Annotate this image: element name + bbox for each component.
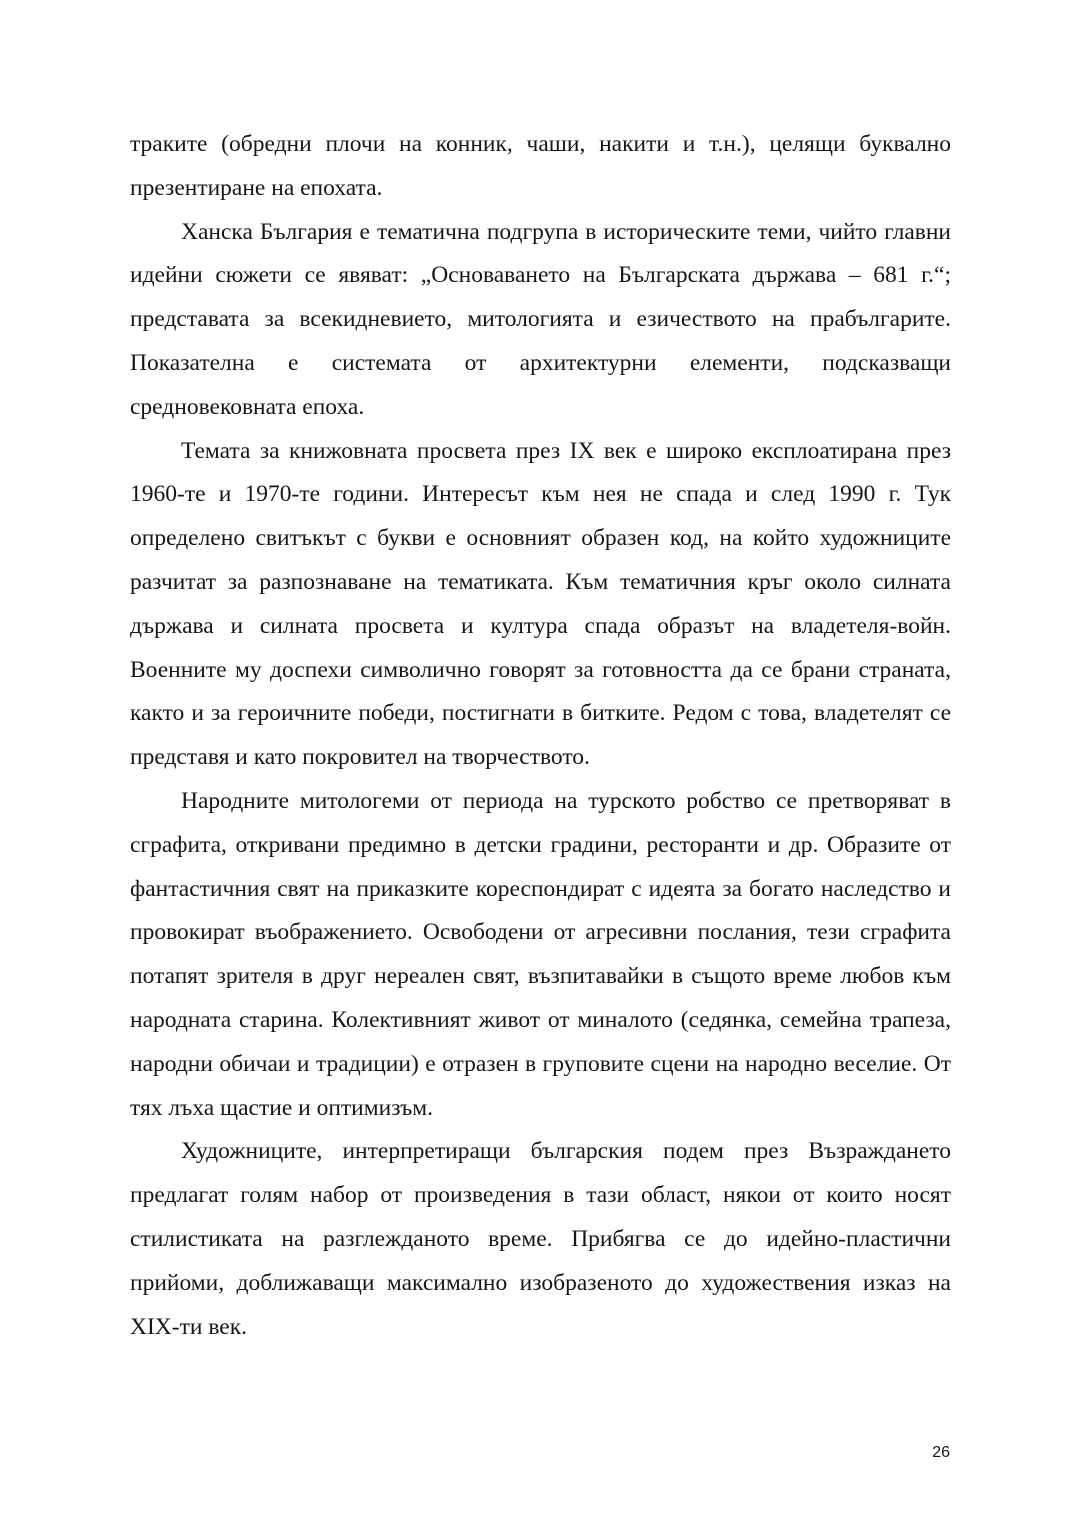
paragraph-continuation: траките (обредни плочи на конник, чаши, накити и т.н.), целящи буквално презентиране на епохата.	[130, 131, 951, 201]
paragraph-literary-enlightenment: Темата за книжовната просвета през IX век е широко експлоатирана през 1960-те и 1970-те години. Интересът към нея не спада и след 1990 г. Тук определено свитъкът с букви е основният образен код, на който художниците разчитат за разпознаване на тематиката. Към тематичния кръг около силната държава и силната просвета и култура спада образът на владетеля-войн. Военните му доспехи символично говорят за готовността да се брани страната, както и за героичните победи, постигнати в битките. Редом с това, владетелят се представя и като покровител на творчеството.	[130, 437, 951, 771]
page-number: 26	[932, 1444, 950, 1461]
paragraph-revival: Художниците, интерпретиращи българския подем през Възраждането предлагат голям набор от произведения в тази област, някои от които носят стилистиката на разглежданото време. Прибягва се до идейно-пластични прийоми, доближаващи максимално изобразеното до художествения изказ на XIX-ти век.	[130, 1138, 951, 1340]
paragraph-khan-bulgaria: Ханска България е тематична подгрупа в историческите теми, чийто главни идейни сюжети се явяват: „Основаването на Българската държава – 681 г.“; представата за всекидневието, митологията и езичеството на прабългарите. Показателна е системата от архитектурни елементи, подсказващи средновековната епоха.	[130, 218, 951, 420]
paragraph-folk-mythologems: Народните митологеми от периода на турското робство се претворяват в сграфита, откривани предимно в детски градини, ресторанти и др. Образите от фантастичния свят на приказките кореспондират с идеята за богато наследство и провокират въображението. Освободени от агресивни послания, тези сграфита потапят зрителя в друг нереален свят, възпитавайки в същото време любов към народната старина. Колективният живот от миналото (седянка, семейна трапеза, народни обичаи и традиции) е отразен в груповите сцени на народно веселие. От тях лъха щастие и оптимизъм.	[130, 787, 951, 1121]
body-text	[130, 123, 951, 1349]
